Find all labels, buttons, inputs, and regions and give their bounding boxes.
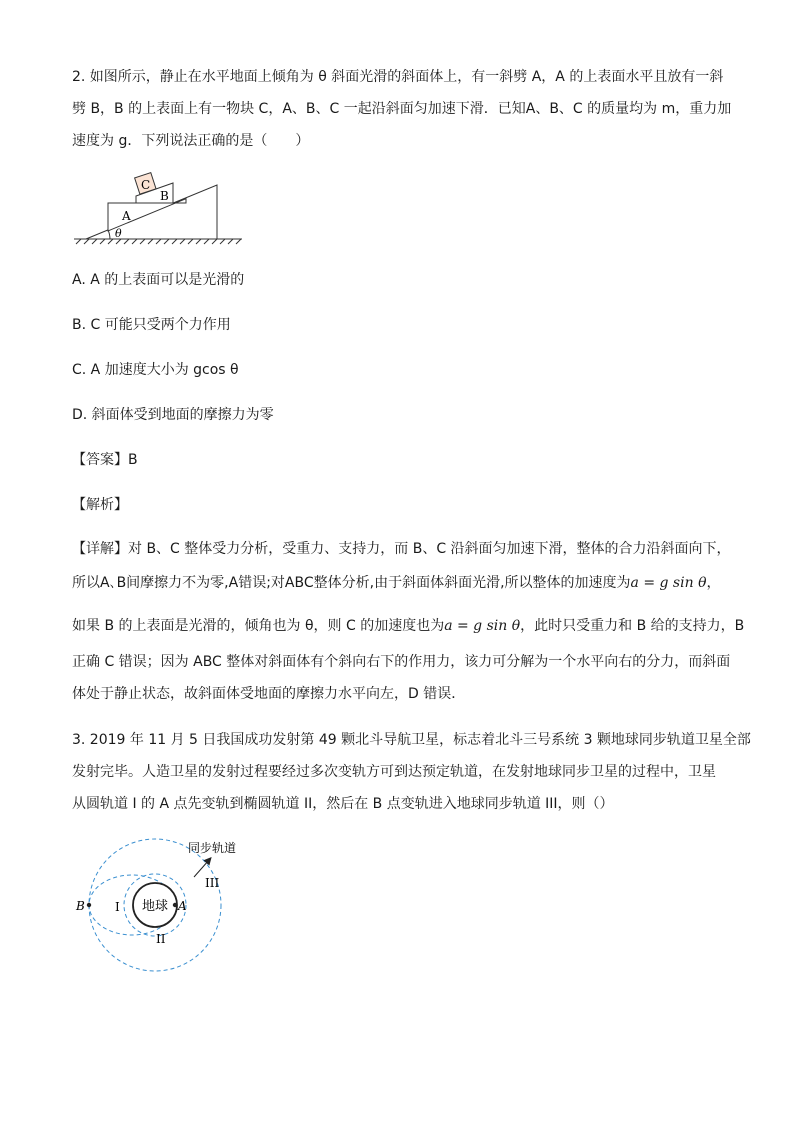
q2-analysis-heading: 【解析】 xyxy=(72,497,128,513)
q2-option-d: D. 斜面体受到地面的摩擦力为零 xyxy=(72,407,274,423)
q3-stem-line-2: 发射完毕。人造卫星的发射过程要经过多次变轨方可到达预定轨道，在发射地球同步卫星的过程中，卫星 xyxy=(72,764,716,780)
label-sync-orbit: 同步轨道 xyxy=(188,841,237,855)
q2-stem-line-3: 速度为 g．下列说法正确的是（ ） xyxy=(72,133,310,149)
label-b: B xyxy=(160,189,169,203)
q3-stem-line-3: 从圆轨道 I 的 A 点先变轨到椭圆轨道 II，然后在 B 点变轨进入地球同步轨道 III，则（） xyxy=(72,796,614,812)
incline-figure xyxy=(70,165,250,245)
formula-acceleration-c: a = g sin θ xyxy=(444,618,521,634)
q2-detail-line-2 xyxy=(72,573,721,593)
label-a: A xyxy=(178,899,187,913)
label-earth: 地球 xyxy=(142,899,169,914)
label-c: C xyxy=(141,178,151,192)
q2-answer: 【答案】B xyxy=(72,452,138,468)
label-a: A xyxy=(122,209,131,223)
formula-acceleration: a = g sin θ xyxy=(630,575,707,591)
q2-detail-line-2-text: 所以A､B间摩擦力不为零,A错误;对ABC整体分析,由于斜面体斜面光滑,所以整体的加速度为 xyxy=(72,575,631,591)
q2-stem-line-2: 劈 B，B 的上表面上有一物块 C，A、B、C 一起沿斜面匀加速下滑．已知A、B、C 的质量均为 m，重力加 xyxy=(72,101,732,117)
q2-stem-line-1: 2. 如图所示，静止在水平地面上倾角为 θ 斜面光滑的斜面体上，有一斜劈 A，A 的上表面水平且放有一斜 xyxy=(72,69,724,85)
point-b xyxy=(87,903,91,907)
point-a xyxy=(173,903,177,907)
q2-detail-line-3 xyxy=(72,616,744,636)
label-ii: II xyxy=(156,932,166,946)
label-b: B xyxy=(76,899,85,913)
q2-detail-line-3-end: ，此时只受重力和 B 给的支持力，B xyxy=(520,618,745,634)
q2-detail-line-5: 体处于静止状态，故斜面体受地面的摩擦力水平向左，D 错误． xyxy=(72,686,466,702)
label-theta: θ xyxy=(115,227,122,240)
q2-option-b: B. C 可能只受两个力作用 xyxy=(72,317,231,333)
label-i: I xyxy=(115,900,120,914)
orbit-figure xyxy=(70,835,270,975)
q3-stem-line-1: 3. 2019 年 11 月 5 日我国成功发射第 49 颗北斗导航卫星，标志着北斗三号系统 3 颗地球同步轨道卫星全部 xyxy=(72,732,751,748)
sync-orbit-arrow xyxy=(194,860,209,877)
q2-option-a: A. A 的上表面可以是光滑的 xyxy=(72,272,245,288)
q2-detail-line-1: 【详解】对 B、C 整体受力分析，受重力、支持力，而 B、C 沿斜面匀加速下滑，整体的合力沿斜面向下， xyxy=(72,541,731,557)
q2-detail-line-3-text: 如果 B 的上表面是光滑的，倾角也为 θ，则 C 的加速度也为 xyxy=(72,618,445,634)
q2-detail-line-2-end: ， xyxy=(706,575,721,591)
q2-detail-line-4: 正确 C 错误；因为 ABC 整体对斜面体有个斜向右下的作用力，该力可分解为一个水平向右的分力，而斜面 xyxy=(72,654,731,670)
label-iii: III xyxy=(205,876,220,890)
q2-option-c: C. A 加速度大小为 gcos θ xyxy=(72,362,239,378)
